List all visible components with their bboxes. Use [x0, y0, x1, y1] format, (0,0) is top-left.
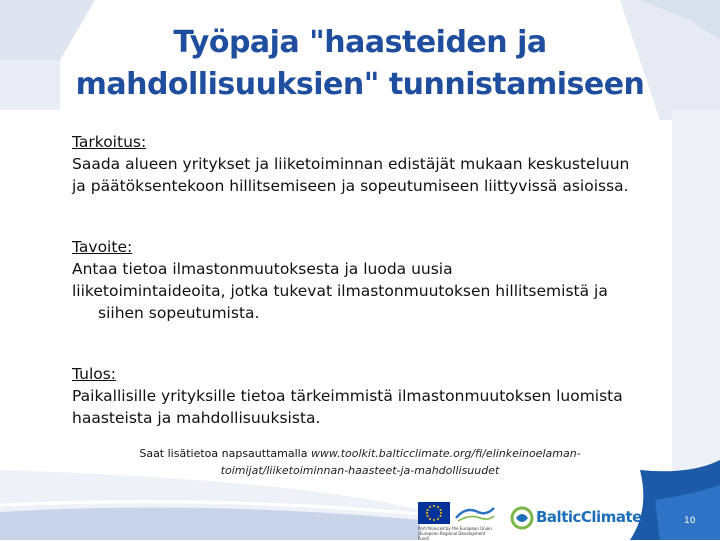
balticclimate-swirl-icon — [510, 506, 534, 530]
goal-text-line: liiketoimintaideoita, jotka tukevat ilmastonmuutoksen hillitsemistä ja — [72, 282, 608, 300]
goal-text-line: Antaa tietoa ilmastonmuutoksesta ja luoda uusia — [72, 260, 453, 278]
goal-section — [72, 236, 672, 324]
slide-title — [60, 22, 660, 106]
balticclimate-logo-text: BalticClimate — [536, 508, 642, 526]
balticclimate-logo — [510, 506, 650, 532]
more-info-url-continued[interactable]: toimijat/liiketoiminnan-haasteet-ja-mahdollisuudet — [220, 464, 500, 477]
result-text-line: Paikallisille yrityksille tietoa tärkeimmistä ilmastonmuutoksen luomista — [72, 387, 623, 405]
slide-title-line-2: mahdollisuuksien" tunnistamiseen — [75, 67, 645, 102]
result-label: Tulos: — [72, 365, 117, 383]
purpose-text-line: ja päätöksentekoon hillitsemiseen ja sopeutumiseen liittyvissä asioissa. — [72, 177, 629, 195]
purpose-label: Tarkoitus: — [72, 133, 147, 151]
eu-caption: Part-financed by the European Union (European Regional Development Fund) — [418, 526, 492, 541]
baltic-sea-region-logo-icon — [454, 504, 496, 524]
more-info-prefix: Saat lisätietoa napsauttamalla — [139, 447, 308, 460]
slide-title-line-1: Työpaja "haasteiden ja — [173, 25, 547, 60]
page-number: 10 — [684, 516, 696, 526]
purpose-text-line: Saada alueen yritykset ja liiketoiminnan edistäjät mukaan keskusteluun — [72, 155, 630, 173]
more-info-link-text — [100, 445, 620, 479]
goal-label: Tavoite: — [72, 238, 133, 256]
result-section — [72, 363, 672, 429]
result-text-line: haasteista ja mahdollisuuksista. — [72, 409, 321, 427]
more-info-url[interactable]: www.toolkit.balticclimate.org/fi/elinkeinoelaman- — [310, 447, 581, 460]
goal-text-line: siihen sopeutumista. — [98, 304, 260, 322]
purpose-section — [72, 131, 672, 197]
eu-flag-icon — [418, 502, 450, 524]
